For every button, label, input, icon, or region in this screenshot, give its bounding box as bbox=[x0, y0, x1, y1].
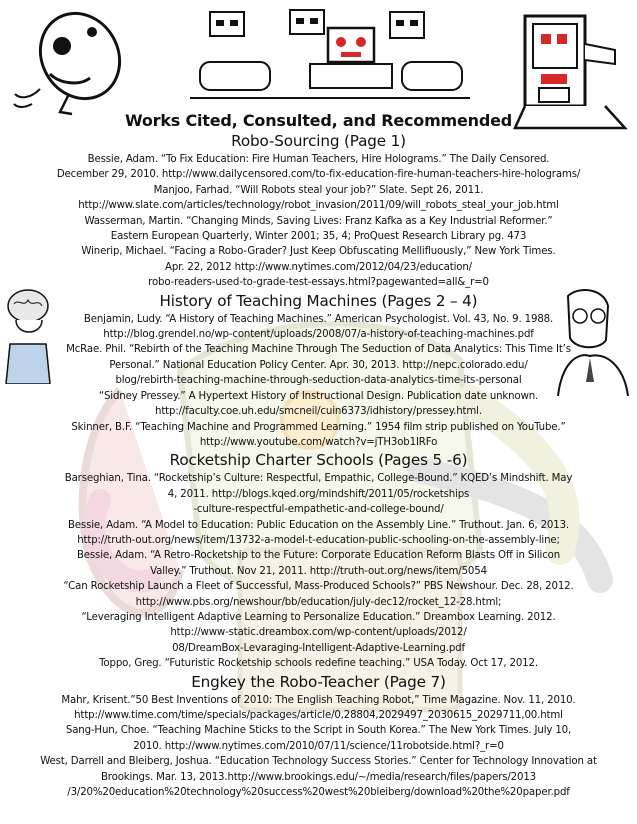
citation-line: Apr. 22, 2012 http://www.nytimes.com/2012/04/23/education/ bbox=[165, 261, 472, 273]
citation-line: http://www.youtube.com/watch?v=jTH3ob1IRFo bbox=[199, 436, 438, 448]
citation-line: Toppo, Greg. “Futuristic Rocketship schools redefine teaching.” USA Today. Oct 17, 2012. bbox=[99, 658, 538, 670]
citation-line: Bessie, Adam. “A Model to Education: Public Education on the Assembly Line.” Truthout. Jan. 6, 2013. bbox=[67, 519, 570, 531]
citation-line: http://blog.grendel.no/wp-content/uploads/2008/07/a-history-of-teaching-machines.pdf bbox=[103, 329, 534, 341]
citation-line: Eastern European Quarterly, Winter 2001; 35, 4; ProQuest Research Library pg. 473 bbox=[110, 231, 527, 243]
section-heading: Engkey the Robo-Teacher (Page 7) bbox=[191, 672, 446, 691]
citation-line: Skinner, B.F. “Teaching Machine and Programmed Learning.” 1954 film strip published on YouTube.” bbox=[71, 421, 566, 433]
citation-line: robo-readers-used-to-grade-test-essays.html?pagewanted=all&_r=0 bbox=[148, 277, 489, 289]
citation-line: 08/DreamBox-Levaraging-Intelligent-Adaptive-Learning.pdf bbox=[172, 642, 465, 654]
citation-line: http://truth-out.org/news/item/13732-a-model-t-education-public-schooling-on-the-assembly-line; bbox=[77, 534, 560, 546]
section-robo-sourcing bbox=[4, 132, 633, 291]
citation-line: McRae. Phil. “Rebirth of the Teaching Machine Through The Seduction of Data Analytics: This Time It’s bbox=[66, 344, 571, 356]
citation-line: http://www.slate.com/articles/technology/robot_invasion/2011/09/will_robots_steal_your_job.html bbox=[78, 200, 559, 212]
section-heading: Robo-Sourcing (Page 1) bbox=[231, 132, 406, 150]
citation-line: Bessie, Adam. “To Fix Education: Fire Human Teachers, Hire Holograms.” The Daily Censored. bbox=[87, 154, 550, 165]
citation-line: http://www.pbs.org/newshour/bb/education/july-dec12/rocket_12-28.html; bbox=[135, 596, 502, 608]
citation-line: Sang-Hun, Choe. “Teaching Machine Sticks to the Script in South Korea.” The New York Times. July 10, bbox=[65, 725, 572, 737]
citations-content bbox=[4, 131, 633, 800]
citation-line: Barseghian, Tina. “Rocketship’s Culture: Respectful, Empathic, College-Bound.” KQED’s Mindshift. May bbox=[64, 473, 573, 485]
citation-line: http://www.time.com/time/specials/packages/article/0,28804,2029497_2030615_2029711,00.html bbox=[74, 710, 563, 721]
citation-line: 2010. http://www.nytimes.com/2010/07/11/science/11robotside.html?_r=0 bbox=[133, 740, 504, 752]
section-rocketship-charter-schools bbox=[4, 451, 633, 671]
page-title: Works Cited, Consulted, and Recommended bbox=[124, 111, 513, 130]
citation-line: “Sidney Pressey.” A Hypertext History of Instructional Design. Publication date unknown. bbox=[98, 390, 539, 402]
citation-line: /3/20%20education%20technology%20success%20west%20bleiberg/download%20the%20paper.pdf bbox=[67, 787, 570, 799]
citation-line: blog/rebirth-teaching-machine-through-seduction-data-analytics-time-its-personal bbox=[115, 375, 522, 387]
citation-line: “Can Rocketship Launch a Fleet of Successful, Mass-Produced Schools?” PBS Newshour. Dec. 28, 2012. bbox=[63, 581, 574, 593]
robots-group-illustration bbox=[190, 2, 470, 110]
citation-line: http://faculty.coe.uh.edu/smcneil/cuin6373/idhistory/pressey.html. bbox=[155, 406, 482, 418]
citation-line: Mahr, Krisent.”50 Best Inventions of 2010: The English Teaching Robot,” Time Magazine. Nov. 11, 2010. bbox=[61, 694, 576, 706]
section-heading: History of Teaching Machines (Pages 2 – 4) bbox=[159, 291, 478, 310]
citation-line: West, Darrell and Bleiberg, Joshua. “Education Technology Success Stories.” Center for Technology Innovation at bbox=[40, 756, 597, 768]
citation-line: Personal.” National Education Policy Center. Apr. 30, 2013. http://nepc.colorado.edu/ bbox=[109, 359, 528, 371]
citation-line: http://www-static.dreambox.com/wp-content/uploads/2012/ bbox=[170, 627, 467, 639]
citation-line: Winerip, Michael. “Facing a Robo-Grader? Just Keep Obfuscating Mellifluously,” New York Times. bbox=[81, 246, 556, 258]
citation-line: December 29, 2010. http://www.dailycensored.com/to-fix-education-fire-human-teachers-hire-holograms/ bbox=[56, 169, 581, 181]
citation-line: “Leveraging Intelligent Adaptive Learning to Personalize Education.” Dreambox Learning. 2012. bbox=[81, 611, 556, 623]
citation-line: 4, 2011. http://blogs.kqed.org/mindshift/2011/05/rocketships bbox=[167, 488, 470, 500]
citation-line: Brookings. Mar. 13, 2013.http://www.brookings.edu/~/media/research/files/papers/2013 bbox=[100, 771, 537, 783]
citation-line: Wasserman, Martin. “Changing Minds, Saving Lives: Franz Kafka as a Key Industrial Reformer.” bbox=[84, 215, 553, 227]
section-heading: Rocketship Charter Schools (Pages 5 -6) bbox=[169, 451, 468, 470]
round-robot-illustration bbox=[10, 4, 130, 119]
section-history-teaching-machines bbox=[4, 292, 633, 451]
citation-line: Bessie, Adam. “A Retro-Rocketship to the Future: Corporate Education Reform Blasts Off in Silicon bbox=[76, 550, 561, 562]
section-engkey-robo-teacher bbox=[4, 673, 633, 801]
citation-line: -culture-respectful-empathetic-and-college-bound/ bbox=[193, 504, 444, 516]
citation-line: Valley.” Truthout. Nov 21, 2011. http://truth-out.org/news/item/5054 bbox=[150, 565, 487, 577]
citation-line: Manjoo, Farhad. “Will Robots steal your job?” Slate. Sept 26, 2011. bbox=[153, 184, 484, 196]
citation-line: Benjamin, Ludy. “A History of Teaching Machines.” American Psychologist. Vol. 43, No. 9. 1988. bbox=[83, 313, 554, 325]
